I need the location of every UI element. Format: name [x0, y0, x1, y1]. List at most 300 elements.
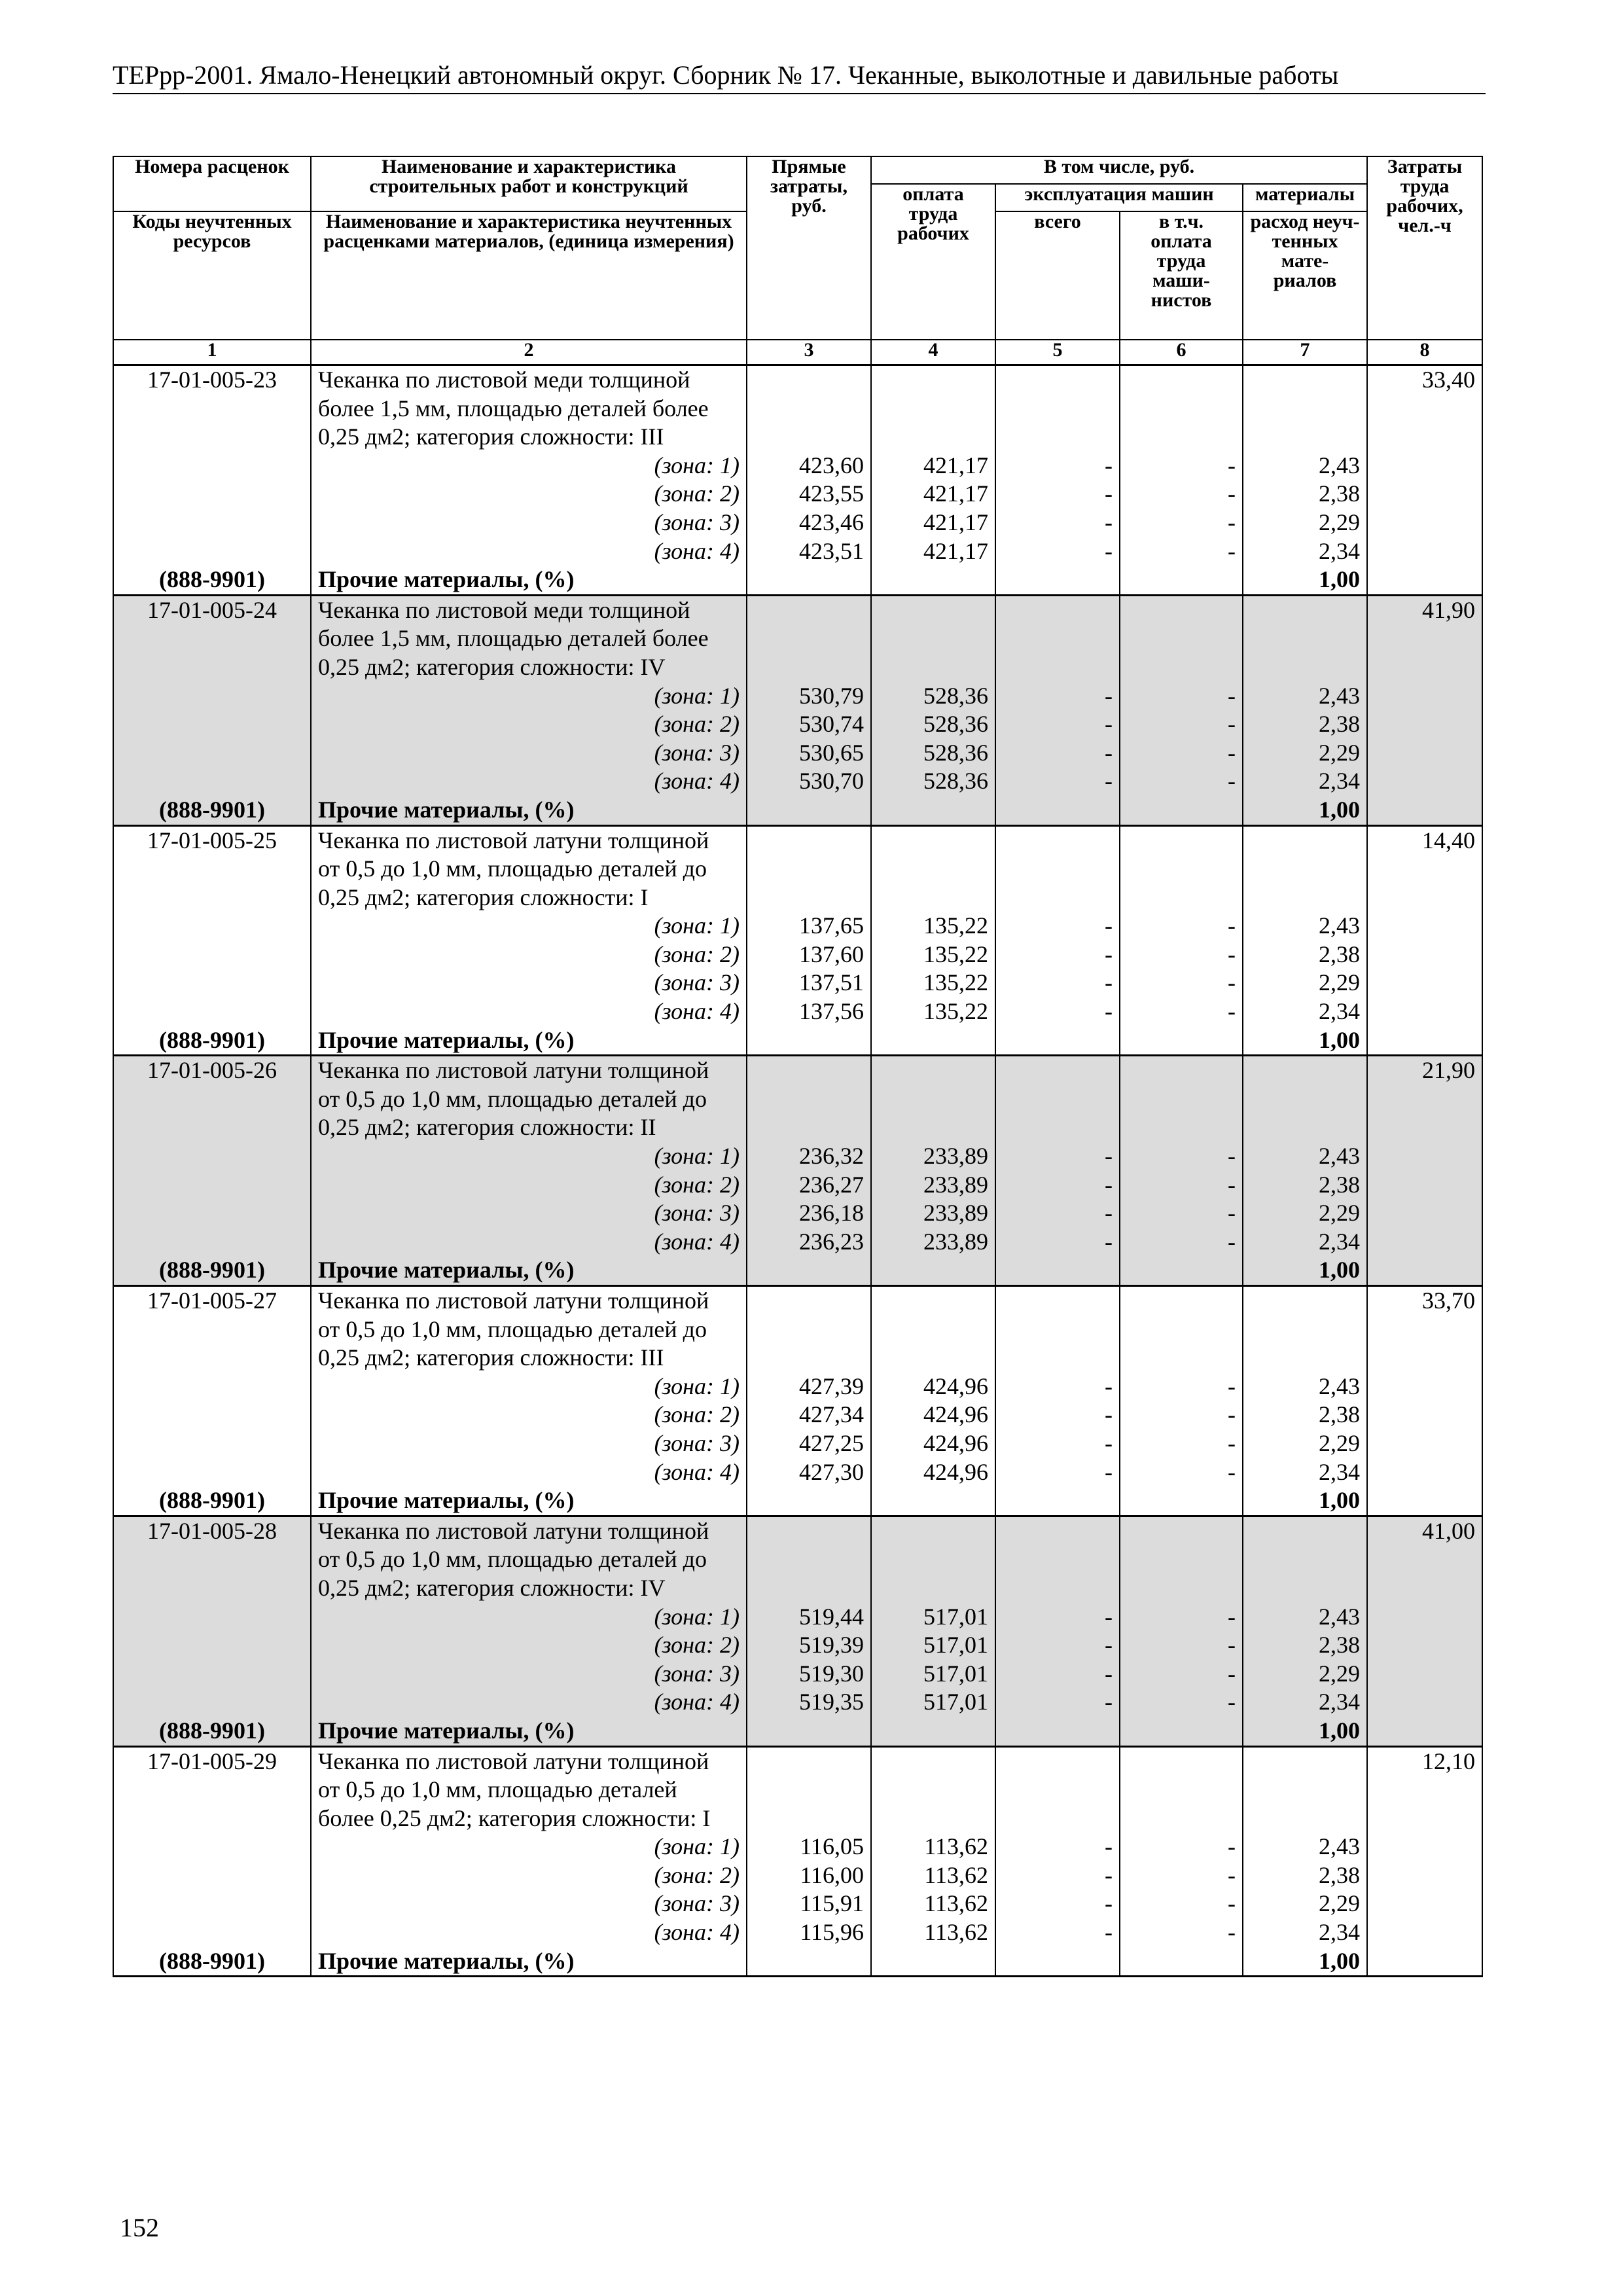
- empty-cell: [871, 1717, 995, 1746]
- empty-cell: [871, 1085, 995, 1114]
- table-row: [113, 1833, 1482, 1861]
- empty-cell: [1367, 1603, 1482, 1632]
- machines-total: -: [995, 1918, 1120, 1947]
- empty-cell: [113, 1603, 311, 1632]
- table-row: [113, 1574, 1482, 1603]
- empty-cell: [995, 1056, 1120, 1085]
- table-row: [113, 1603, 1482, 1632]
- empty-cell: [747, 1746, 871, 1776]
- wages-cost: 424,96: [871, 1372, 995, 1401]
- work-description-line: 0,25 дм2; категория сложности: II: [311, 1113, 747, 1142]
- wages-cost: 113,62: [871, 1890, 995, 1918]
- empty-cell: [1367, 1026, 1482, 1056]
- wages-cost: 528,36: [871, 682, 995, 711]
- empty-cell: [1367, 941, 1482, 969]
- resource-name: Прочие материалы, (%): [311, 1486, 747, 1516]
- empty-cell: [1367, 1458, 1482, 1487]
- empty-cell: [1367, 1776, 1482, 1804]
- table-row: [113, 912, 1482, 941]
- work-description-line: Чеканка по листовой латуни толщиной: [311, 825, 747, 855]
- empty-cell: [1367, 796, 1482, 825]
- empty-cell: [747, 1516, 871, 1545]
- empty-cell: [871, 595, 995, 624]
- machinist-wages: -: [1120, 969, 1243, 997]
- empty-cell: [995, 395, 1120, 423]
- labor-cost: 33,40: [1367, 365, 1482, 395]
- machines-total: -: [995, 1688, 1120, 1717]
- machinist-wages: -: [1120, 1833, 1243, 1861]
- zone-label: (зона: 2): [311, 480, 747, 509]
- zone-label: (зона: 4): [311, 997, 747, 1026]
- machinist-wages: -: [1120, 1458, 1243, 1487]
- zone-label: (зона: 4): [311, 1458, 747, 1487]
- machines-total: -: [995, 969, 1120, 997]
- table-row: [113, 423, 1482, 452]
- materials-cost: 2,34: [1243, 1918, 1367, 1947]
- empty-cell: [1243, 1516, 1367, 1545]
- empty-cell: [995, 365, 1120, 395]
- machines-total: -: [995, 1458, 1120, 1487]
- empty-cell: [113, 423, 311, 452]
- wages-cost: 421,17: [871, 452, 995, 480]
- table-row: [113, 1344, 1482, 1372]
- machines-total: -: [995, 1199, 1120, 1228]
- direct-cost: 236,27: [747, 1171, 871, 1200]
- empty-cell: [1367, 1660, 1482, 1689]
- direct-cost: 519,44: [747, 1603, 871, 1632]
- empty-cell: [1367, 1256, 1482, 1285]
- zone-label: (зона: 3): [311, 1660, 747, 1689]
- empty-cell: [995, 1516, 1120, 1545]
- empty-cell: [1243, 1574, 1367, 1603]
- direct-cost: 137,51: [747, 969, 871, 997]
- work-description-line: Чеканка по листовой меди толщиной: [311, 365, 747, 395]
- wages-cost: 421,17: [871, 480, 995, 509]
- header-materials: материалы: [1243, 184, 1367, 211]
- empty-cell: [1243, 1316, 1367, 1344]
- zone-label: (зона: 2): [311, 710, 747, 739]
- empty-cell: [1367, 1171, 1482, 1200]
- zone-label: (зона: 1): [311, 1372, 747, 1401]
- zone-label: (зона: 1): [311, 682, 747, 711]
- resource-code: (888-9901): [113, 1256, 311, 1285]
- empty-cell: [1120, 395, 1243, 423]
- empty-cell: [995, 1746, 1120, 1776]
- empty-cell: [1243, 1545, 1367, 1574]
- direct-cost: 423,46: [747, 509, 871, 537]
- empty-cell: [995, 1026, 1120, 1056]
- empty-cell: [1367, 1085, 1482, 1114]
- rate-code: 17-01-005-29: [113, 1746, 311, 1776]
- materials-cost: 2,43: [1243, 1142, 1367, 1171]
- empty-cell: [1367, 1861, 1482, 1890]
- empty-cell: [1367, 395, 1482, 423]
- empty-cell: [1367, 739, 1482, 768]
- empty-cell: [1367, 1142, 1482, 1171]
- empty-cell: [871, 624, 995, 653]
- empty-cell: [113, 1113, 311, 1142]
- rate-code: 17-01-005-23: [113, 365, 311, 395]
- machines-total: -: [995, 1372, 1120, 1401]
- table-row: [113, 1947, 1482, 1977]
- machines-total: -: [995, 452, 1120, 480]
- empty-cell: [113, 509, 311, 537]
- empty-cell: [113, 1344, 311, 1372]
- machinist-wages: -: [1120, 1918, 1243, 1947]
- wages-cost: 113,62: [871, 1861, 995, 1890]
- empty-cell: [995, 1545, 1120, 1574]
- zone-label: (зона: 1): [311, 1142, 747, 1171]
- materials-cost: 2,43: [1243, 1372, 1367, 1401]
- direct-cost: 137,60: [747, 941, 871, 969]
- materials-cost: 2,43: [1243, 1833, 1367, 1861]
- empty-cell: [995, 1113, 1120, 1142]
- wages-cost: 233,89: [871, 1171, 995, 1200]
- table-row: [113, 1746, 1482, 1776]
- empty-cell: [995, 1947, 1120, 1977]
- machinist-wages: -: [1120, 710, 1243, 739]
- empty-cell: [1243, 624, 1367, 653]
- resource-value: 1,00: [1243, 1486, 1367, 1516]
- empty-cell: [995, 825, 1120, 855]
- empty-cell: [995, 1804, 1120, 1833]
- wages-cost: 517,01: [871, 1660, 995, 1689]
- table-row: [113, 1890, 1482, 1918]
- machinist-wages: -: [1120, 1861, 1243, 1890]
- wages-cost: 528,36: [871, 767, 995, 796]
- direct-cost: 427,39: [747, 1372, 871, 1401]
- empty-cell: [113, 624, 311, 653]
- machines-total: -: [995, 912, 1120, 941]
- price-table: [113, 156, 1483, 1977]
- machinist-wages: -: [1120, 767, 1243, 796]
- header-machines-total: всего: [995, 211, 1120, 340]
- empty-cell: [1120, 855, 1243, 884]
- table-row: [113, 1256, 1482, 1285]
- wages-cost: 424,96: [871, 1429, 995, 1458]
- empty-cell: [113, 1890, 311, 1918]
- empty-cell: [1120, 1746, 1243, 1776]
- machinist-wages: -: [1120, 1660, 1243, 1689]
- column-number: 3: [747, 340, 871, 365]
- machinist-wages: -: [1120, 1171, 1243, 1200]
- empty-cell: [1120, 624, 1243, 653]
- table-row: [113, 1113, 1482, 1142]
- work-description-line: 0,25 дм2; категория сложности: III: [311, 1344, 747, 1372]
- table-row: [113, 884, 1482, 912]
- zone-label: (зона: 3): [311, 1890, 747, 1918]
- empty-cell: [871, 1516, 995, 1545]
- empty-cell: [1367, 624, 1482, 653]
- empty-cell: [747, 1574, 871, 1603]
- labor-cost: 41,90: [1367, 595, 1482, 624]
- empty-cell: [1243, 884, 1367, 912]
- empty-cell: [1367, 423, 1482, 452]
- machines-total: -: [995, 1401, 1120, 1429]
- machines-total: -: [995, 997, 1120, 1026]
- materials-cost: 2,38: [1243, 710, 1367, 739]
- machinist-wages: -: [1120, 1372, 1243, 1401]
- table-row: [113, 825, 1482, 855]
- empty-cell: [113, 1660, 311, 1689]
- table-row: [113, 1286, 1482, 1316]
- table-row: [113, 1372, 1482, 1401]
- table-row: [113, 767, 1482, 796]
- wages-cost: 113,62: [871, 1833, 995, 1861]
- empty-cell: [1120, 595, 1243, 624]
- header-direct-costs: Прямые затраты, руб.: [747, 156, 871, 340]
- wages-cost: 424,96: [871, 1401, 995, 1429]
- empty-cell: [1367, 1631, 1482, 1660]
- empty-cell: [1367, 1429, 1482, 1458]
- wages-cost: 517,01: [871, 1631, 995, 1660]
- empty-cell: [1120, 884, 1243, 912]
- empty-cell: [113, 767, 311, 796]
- empty-cell: [113, 1545, 311, 1574]
- column-number: 8: [1367, 340, 1482, 365]
- resource-value: 1,00: [1243, 1026, 1367, 1056]
- empty-cell: [747, 884, 871, 912]
- empty-cell: [113, 1316, 311, 1344]
- empty-cell: [113, 653, 311, 682]
- table-row: [113, 739, 1482, 768]
- empty-cell: [1120, 423, 1243, 452]
- header-unaccounted-materials: расход неуч-тенных мате-риалов: [1243, 211, 1367, 340]
- direct-cost: 116,05: [747, 1833, 871, 1861]
- empty-cell: [113, 1199, 311, 1228]
- table-row: [113, 1918, 1482, 1947]
- direct-cost: 236,32: [747, 1142, 871, 1171]
- column-number: 5: [995, 340, 1120, 365]
- empty-cell: [747, 1056, 871, 1085]
- materials-cost: 2,29: [1243, 969, 1367, 997]
- empty-cell: [113, 537, 311, 566]
- table-row: [113, 1199, 1482, 1228]
- table-row: [113, 969, 1482, 997]
- empty-cell: [113, 884, 311, 912]
- empty-cell: [113, 969, 311, 997]
- machinist-wages: -: [1120, 739, 1243, 768]
- machinist-wages: -: [1120, 1429, 1243, 1458]
- empty-cell: [1243, 825, 1367, 855]
- empty-cell: [1367, 1344, 1482, 1372]
- work-description-line: от 0,5 до 1,0 мм, площадью деталей до: [311, 855, 747, 884]
- empty-cell: [1367, 1401, 1482, 1429]
- machines-total: -: [995, 509, 1120, 537]
- empty-cell: [1120, 565, 1243, 595]
- materials-cost: 2,43: [1243, 682, 1367, 711]
- table-row: [113, 1486, 1482, 1516]
- resource-name: Прочие материалы, (%): [311, 796, 747, 825]
- work-description-line: Чеканка по листовой латуни толщиной: [311, 1746, 747, 1776]
- machines-total: -: [995, 1631, 1120, 1660]
- materials-cost: 2,34: [1243, 767, 1367, 796]
- table-row: [113, 1228, 1482, 1257]
- machinist-wages: -: [1120, 1688, 1243, 1717]
- empty-cell: [747, 1804, 871, 1833]
- rate-code: 17-01-005-26: [113, 1056, 311, 1085]
- empty-cell: [995, 884, 1120, 912]
- materials-cost: 2,34: [1243, 1688, 1367, 1717]
- wages-cost: 517,01: [871, 1603, 995, 1632]
- table-row: [113, 1458, 1482, 1487]
- materials-cost: 2,34: [1243, 1228, 1367, 1257]
- table-row: [113, 1056, 1482, 1085]
- header-material-names: Наименование и характеристика неучтенных расценками материалов, (единица измерения): [311, 211, 747, 340]
- column-numbers-row: [113, 340, 1482, 365]
- machinist-wages: -: [1120, 1890, 1243, 1918]
- direct-cost: 530,74: [747, 710, 871, 739]
- empty-cell: [1367, 1113, 1482, 1142]
- resource-code: (888-9901): [113, 796, 311, 825]
- header-including: В том числе, руб.: [871, 156, 1367, 184]
- header-machines: эксплуатация машин: [995, 184, 1243, 211]
- zone-label: (зона: 2): [311, 1171, 747, 1200]
- empty-cell: [1120, 1344, 1243, 1372]
- empty-cell: [747, 1286, 871, 1316]
- empty-cell: [871, 1574, 995, 1603]
- empty-cell: [1367, 1688, 1482, 1717]
- empty-cell: [113, 912, 311, 941]
- work-description-line: 0,25 дм2; категория сложности: I: [311, 884, 747, 912]
- empty-cell: [995, 1717, 1120, 1746]
- empty-cell: [747, 1316, 871, 1344]
- materials-cost: 2,38: [1243, 941, 1367, 969]
- empty-cell: [871, 1056, 995, 1085]
- work-description-line: Чеканка по листовой латуни толщиной: [311, 1286, 747, 1316]
- direct-cost: 116,00: [747, 1861, 871, 1890]
- empty-cell: [1120, 1804, 1243, 1833]
- materials-cost: 2,34: [1243, 1458, 1367, 1487]
- machinist-wages: -: [1120, 941, 1243, 969]
- table-row: [113, 710, 1482, 739]
- empty-cell: [113, 1085, 311, 1114]
- machines-total: -: [995, 480, 1120, 509]
- wages-cost: 421,17: [871, 509, 995, 537]
- table-row: [113, 653, 1482, 682]
- wages-cost: 135,22: [871, 912, 995, 941]
- zone-label: (зона: 3): [311, 1199, 747, 1228]
- zone-label: (зона: 2): [311, 1631, 747, 1660]
- empty-cell: [1367, 969, 1482, 997]
- zone-label: (зона: 3): [311, 1429, 747, 1458]
- labor-cost: 41,00: [1367, 1516, 1482, 1545]
- machines-total: -: [995, 1429, 1120, 1458]
- rate-code: 17-01-005-24: [113, 595, 311, 624]
- empty-cell: [1367, 1717, 1482, 1746]
- materials-cost: 2,38: [1243, 1171, 1367, 1200]
- empty-cell: [995, 1486, 1120, 1516]
- machines-total: -: [995, 1833, 1120, 1861]
- materials-cost: 2,29: [1243, 1199, 1367, 1228]
- wages-cost: 424,96: [871, 1458, 995, 1487]
- work-description-line: от 0,5 до 1,0 мм, площадью деталей: [311, 1776, 747, 1804]
- table-row: [113, 365, 1482, 395]
- empty-cell: [747, 1776, 871, 1804]
- work-description-line: 0,25 дм2; категория сложности: IV: [311, 1574, 747, 1603]
- table-row: [113, 1429, 1482, 1458]
- empty-cell: [1367, 1486, 1482, 1516]
- resource-code: (888-9901): [113, 565, 311, 595]
- zone-label: (зона: 3): [311, 969, 747, 997]
- empty-cell: [1367, 997, 1482, 1026]
- empty-cell: [1120, 1256, 1243, 1285]
- empty-cell: [747, 653, 871, 682]
- direct-cost: 423,55: [747, 480, 871, 509]
- empty-cell: [1367, 912, 1482, 941]
- empty-cell: [1367, 767, 1482, 796]
- empty-cell: [747, 595, 871, 624]
- direct-cost: 427,25: [747, 1429, 871, 1458]
- wages-cost: 233,89: [871, 1142, 995, 1171]
- empty-cell: [1120, 1316, 1243, 1344]
- empty-cell: [113, 1688, 311, 1717]
- empty-cell: [747, 1486, 871, 1516]
- empty-cell: [871, 653, 995, 682]
- direct-cost: 530,70: [747, 767, 871, 796]
- empty-cell: [995, 624, 1120, 653]
- empty-cell: [871, 365, 995, 395]
- rate-code: 17-01-005-28: [113, 1516, 311, 1545]
- machinist-wages: -: [1120, 1401, 1243, 1429]
- empty-cell: [113, 1401, 311, 1429]
- empty-cell: [871, 1286, 995, 1316]
- zone-label: (зона: 2): [311, 941, 747, 969]
- empty-cell: [1367, 565, 1482, 595]
- table-row: [113, 452, 1482, 480]
- empty-cell: [1367, 855, 1482, 884]
- empty-cell: [1367, 1372, 1482, 1401]
- wages-cost: 421,17: [871, 537, 995, 566]
- direct-cost: 236,18: [747, 1199, 871, 1228]
- empty-cell: [1120, 1286, 1243, 1316]
- empty-cell: [113, 1631, 311, 1660]
- empty-cell: [113, 1804, 311, 1833]
- direct-cost: 236,23: [747, 1228, 871, 1257]
- empty-cell: [871, 1316, 995, 1344]
- empty-cell: [871, 825, 995, 855]
- column-number: 4: [871, 340, 995, 365]
- empty-cell: [1243, 395, 1367, 423]
- resource-name: Прочие материалы, (%): [311, 1256, 747, 1285]
- empty-cell: [871, 796, 995, 825]
- empty-cell: [1367, 1918, 1482, 1947]
- resource-name: Прочие материалы, (%): [311, 1947, 747, 1977]
- table-row: [113, 1861, 1482, 1890]
- empty-cell: [113, 395, 311, 423]
- empty-cell: [113, 452, 311, 480]
- empty-cell: [1367, 537, 1482, 566]
- empty-cell: [1120, 1113, 1243, 1142]
- materials-cost: 2,38: [1243, 1631, 1367, 1660]
- direct-cost: 423,60: [747, 452, 871, 480]
- empty-cell: [871, 1746, 995, 1776]
- empty-cell: [995, 796, 1120, 825]
- machinist-wages: -: [1120, 509, 1243, 537]
- empty-cell: [113, 1372, 311, 1401]
- empty-cell: [1243, 1085, 1367, 1114]
- materials-cost: 2,43: [1243, 912, 1367, 941]
- wages-cost: 528,36: [871, 739, 995, 768]
- empty-cell: [1120, 1776, 1243, 1804]
- machines-total: -: [995, 1228, 1120, 1257]
- empty-cell: [1120, 1056, 1243, 1085]
- machinist-wages: -: [1120, 1603, 1243, 1632]
- table-row: [113, 624, 1482, 653]
- machines-total: -: [995, 1171, 1120, 1200]
- table-row: [113, 565, 1482, 595]
- table-row: [113, 1660, 1482, 1689]
